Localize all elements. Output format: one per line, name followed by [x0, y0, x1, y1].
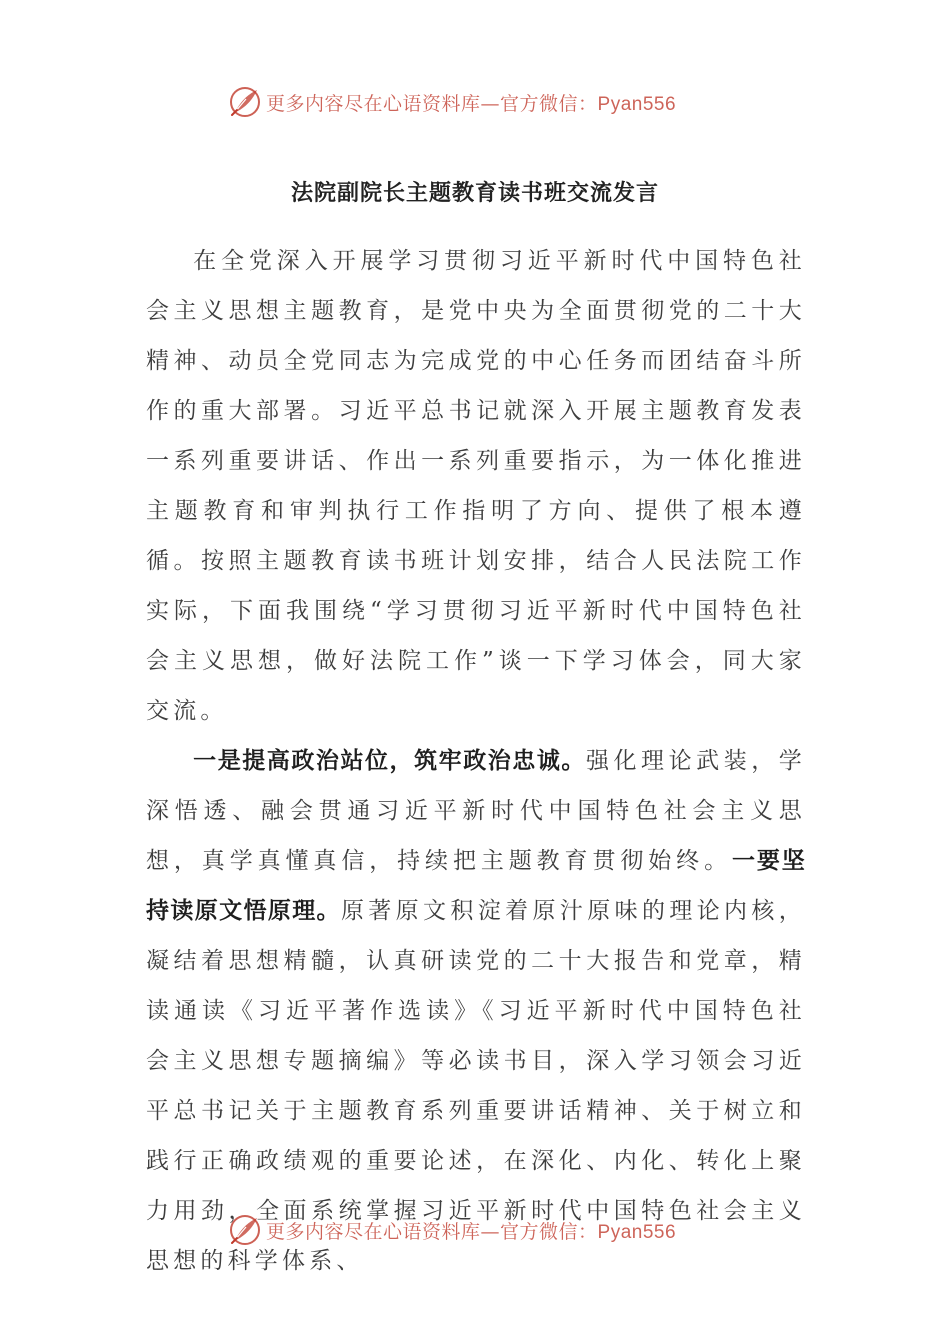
paragraph-text: 原著原文积淀着原汁原味的理论内核，凝结着思想精髓，认真研读党的二十大报告和党章，精读通读《习近平著作选读》《习近平新时代中国特色社会主义思想专题摘编》等必读书目，深入学习领会习近平总书记关于主题教育系列重要讲话精神、关于树立和践行正确政绩观的重要论述，在深化、内化、转化上聚力用劲，全面系统掌握习近平新时代中国特色社会主义思想的科学体系、: [146, 898, 806, 1274]
footer-watermark: [228, 1210, 676, 1250]
header-watermark: [228, 82, 676, 122]
watermark-text-cn: 更多内容尽在心语资料库—官方微信：: [266, 1220, 598, 1243]
feather-pen-logo-icon: [228, 1213, 262, 1247]
paragraph-intro: [146, 236, 806, 736]
document-title: 法院副院长主题教育读书班交流发言: [290, 181, 659, 206]
watermark-text-latin: Pyan556: [597, 1221, 677, 1243]
watermark-text: [266, 1217, 676, 1244]
paragraph-point-one: [146, 736, 806, 1286]
watermark-text: [266, 89, 676, 116]
paragraph-text: 强化理论武装，学深悟透、融会贯通习近平新时代中国特色社会主义思想，真学真懂真信，持续把主题教育贯彻始终。: [146, 748, 807, 874]
watermark-text-cn: 更多内容尽在心语资料库—官方微信：: [266, 92, 598, 115]
feather-pen-logo-icon: [228, 85, 262, 119]
document-body: [146, 236, 806, 1286]
sub-point-heading: 一要坚持读原文悟原理。: [146, 848, 806, 924]
paragraph-text: 在全党深入开展学习贯彻习近平新时代中国特色社会主义思想主题教育，是党中央为全面贯彻党的二十大精神、动员全党同志为完成党的中心任务而团结奋斗所作的重大部署。习近平总书记就深入开展主题教育发表一系列重要讲话、作出一系列重要指示，为一体化推进主题教育和审判执行工作指明了方向、提供了根本遵循。按照主题教育读书班计划安排，结合人民法院工作实际，下面我围绕“学习贯彻习近平新时代中国特色社会主义思想，做好法院工作”谈一下学习体会，同大家交流。: [146, 248, 806, 724]
point-heading: 一是提高政治站位，筑牢政治忠诚。: [193, 748, 586, 774]
watermark-text-latin: Pyan556: [597, 93, 677, 115]
